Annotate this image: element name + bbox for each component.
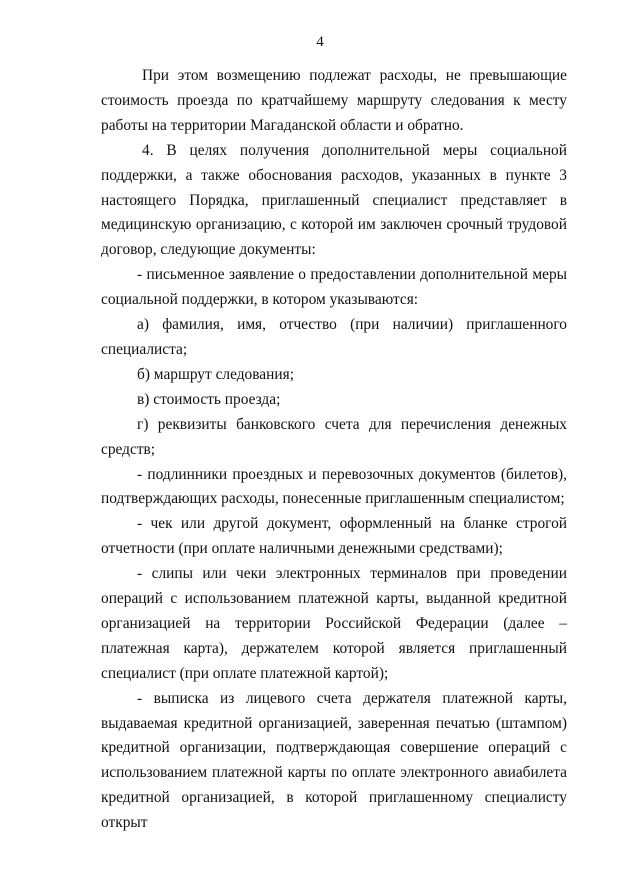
paragraph-expense-limit: При этом возмещению подлежат расходы, не превышающие стоимость проезда по кратчайшему маршруту следования к месту работы на территории Магаданской области и обратно.	[101, 67, 567, 134]
page-number: 4	[316, 34, 324, 50]
paragraph-account-statement: - выписка из лицевого счета держателя платежной карты, выдаваемая кредитной организацией, заверенная печатью (штампом) кредитной организации, подтверждающая совершение операций с использованием платежной карты по оплате электронного авиабилета кредитной организацией, в которой приглашенному специалисту открыт	[101, 689, 567, 832]
paragraph-point-4: 4. В целях получения дополнительной меры социальной поддержки, а также обоснования расходов, указанных в пункте 3 настоящего Порядка, приглашенный специалист представляет в медицинскую организацию, с которой им заключен срочный трудовой договор, следующие документы:	[101, 141, 567, 259]
paragraph-original-tickets: - подлинники проездных и перевозочных документов (билетов), подтверждающих расходы, понесенные приглашенным специалистом;	[101, 465, 567, 508]
paragraph-item-g: г) реквизиты банковского счета для перечисления денежных средств;	[101, 415, 567, 458]
paragraph-item-v: в) стоимость проезда;	[137, 390, 281, 408]
document-body	[101, 64, 567, 836]
paragraph-receipt: - чек или другой документ, оформленный на бланке строгой отчетности (при оплате наличными денежными средствами);	[101, 515, 567, 558]
paragraph-item-a: а) фамилия, имя, отчество (при наличии) приглашенного специалиста;	[101, 316, 567, 358]
paragraph-item-b: б) маршрут следования;	[137, 365, 294, 383]
paragraph-application: - письменное заявление о предоставлении дополнительной меры социальной поддержки, в котором указываются:	[101, 266, 567, 309]
paragraph-slips: - слипы или чеки электронных терминалов при проведении операций с использованием платежной карты, выданной кредитной организацией на территории Российской Федерации (далее – платежная карта), держателем которой является приглашенный специалист (при оплате платежной картой);	[101, 565, 567, 682]
